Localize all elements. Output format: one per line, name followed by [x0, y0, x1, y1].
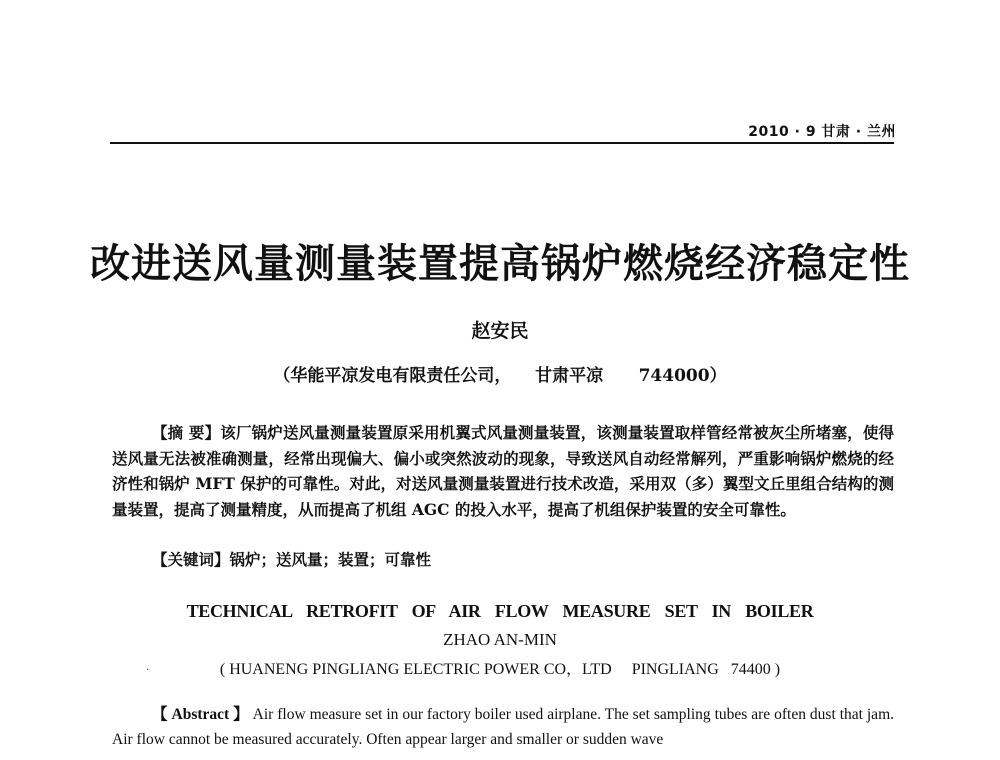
- author-en: ZHAO AN-MIN: [443, 630, 557, 649]
- keywords-cn: [152, 548, 431, 570]
- abstract-cn: [112, 420, 894, 522]
- journal-issue-header: 2010 · 9 甘肃 · 兰州: [748, 124, 896, 140]
- keywords-text-cn: 锅炉；送风量；装置；可靠性: [229, 550, 432, 569]
- abstract-text-cn: 该厂锅炉送风量测量装置原采用机翼式风量测量装置，该测量装置取样管经常被灰尘所堵塞，使得送风量无法被准确测量，经常出现偏大、偏小或突然波动的现象，导致送风自动经常解列，严重影响锅炉燃烧的经济性和锅炉 MFT 保护的可靠性。对此，对送风量测量装置进行技术改造，采用双（多）翼型文丘里组合结构的测量装置，提高了测量精度，从而提高了机组 AGC 的投入水平，提高了机组保护装置的安全可靠性。: [112, 423, 894, 519]
- affiliation-cn: （华能平凉发电有限责任公司， 甘肃平凉 744000）: [273, 366, 727, 386]
- author-cn: 赵安民: [471, 320, 529, 342]
- paper-title-en: TECHNICAL RETROFIT OF AIR FLOW MEASURE SET IN BOILER: [186, 601, 814, 621]
- header-rule: [110, 142, 894, 144]
- abstract-en: [112, 702, 894, 752]
- affiliation-en: ( HUANENG PINGLIANG ELECTRIC POWER CO，LTD PINGLIANG 74400 ): [219, 661, 781, 678]
- scan-speck: ·: [146, 665, 150, 676]
- abstract-label-cn: 【摘 要】: [152, 423, 221, 442]
- keywords-label-cn: 【关键词】: [152, 550, 230, 569]
- abstract-label-en: 【 Abstract 】: [152, 706, 249, 723]
- abstract-text-en: Air flow measure set in our factory boiler used airplane. The set sampling tubes are often dust that jam. Air flow cannot be measured accurately. Often appear larger and smaller or sudden wave: [112, 706, 894, 748]
- paper-title-cn: 改进送风量测量装置提高锅炉燃烧经济稳定性: [90, 240, 910, 287]
